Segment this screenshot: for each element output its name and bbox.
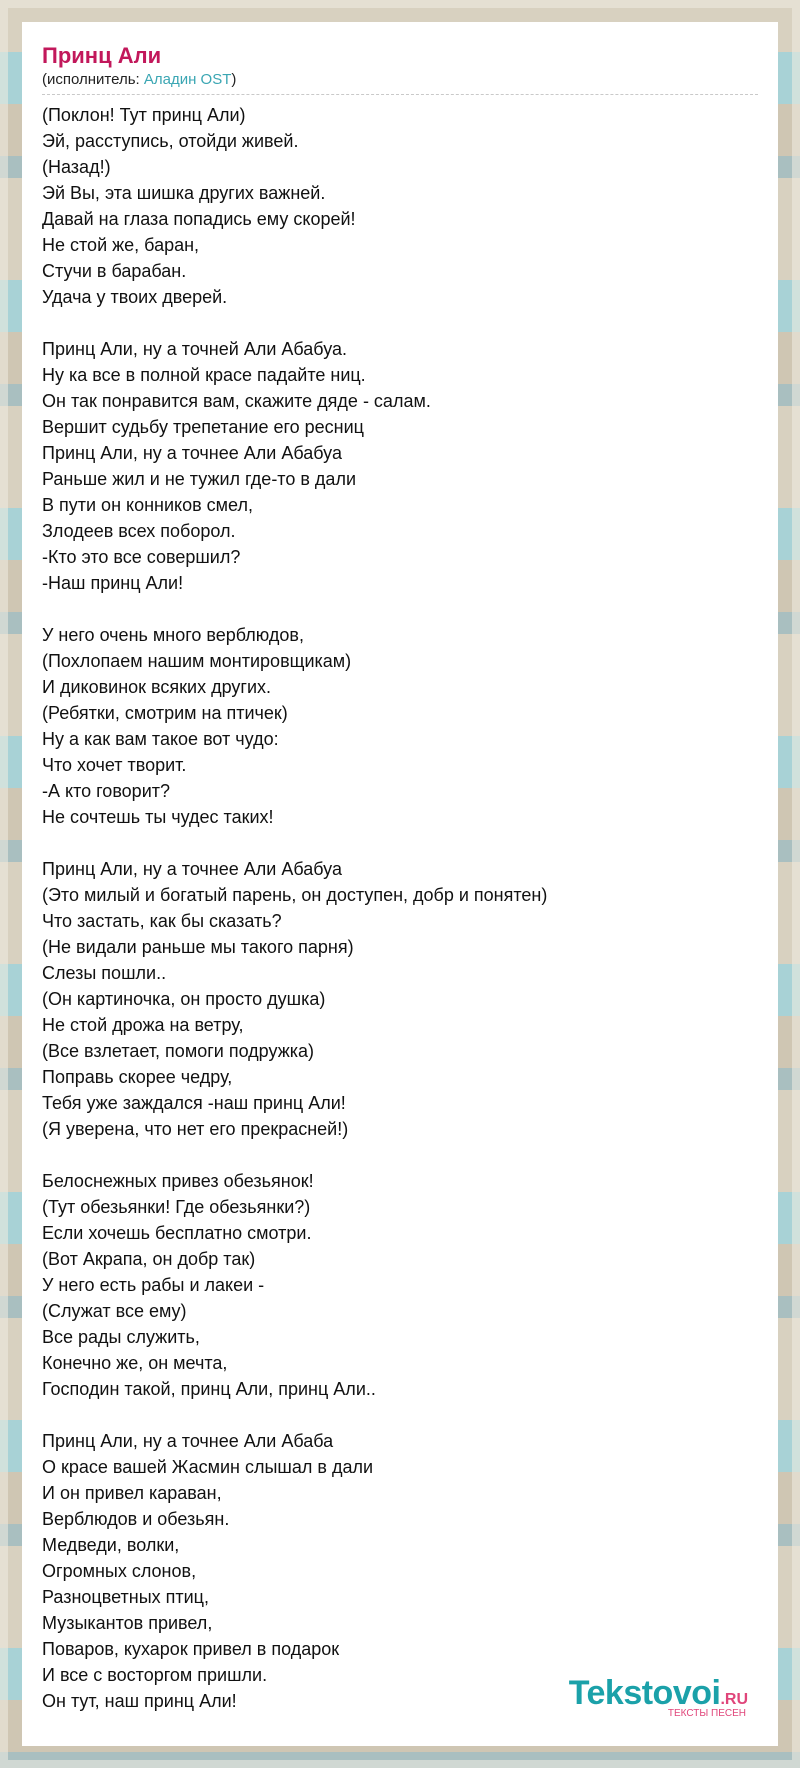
lyric-line: (Я уверена, что нет его прекрасней!) xyxy=(42,1119,349,1139)
lyric-line: (Служат все ему) xyxy=(42,1301,187,1321)
lyric-line: Не стой же, баран, xyxy=(42,235,200,255)
lyric-line: Музыкантов привел, xyxy=(42,1613,213,1633)
lyric-line: И диковинок всяких других. xyxy=(42,677,271,697)
site-logo[interactable] xyxy=(569,1676,748,1720)
lyric-line: Разноцветных птиц, xyxy=(42,1587,209,1607)
lyric-line: -Наш принц Али! xyxy=(42,573,184,593)
lyric-line: Что застать, как бы сказать? xyxy=(42,911,282,931)
lyric-line: (Назад!) xyxy=(42,157,111,177)
lyric-line: Конечно же, он мечта, xyxy=(42,1353,228,1373)
stanza-gap xyxy=(42,596,758,622)
lyric-line: В пути он конников смел, xyxy=(42,495,253,515)
song-title: Принц Али xyxy=(42,43,162,68)
lyric-line: Принц Али, ну а точнее Али Абабуа xyxy=(42,443,342,463)
lyric-line: (Ребятки, смотрим на птичек) xyxy=(42,703,288,723)
lyric-line: У него очень много верблюдов, xyxy=(42,625,304,645)
lyric-line: (Это милый и богатый парень, он доступен, добр и понятен) xyxy=(42,885,548,905)
lyric-line: (Он картиночка, он просто душка) xyxy=(42,989,326,1009)
lyric-line: Он тут, наш принц Али! xyxy=(42,1691,237,1711)
lyric-line: (Не видали раньше мы такого парня) xyxy=(42,937,354,957)
lyric-line: Не стой дрожа на ветру, xyxy=(42,1015,244,1035)
lyric-line: Ну а как вам такое вот чудо: xyxy=(42,729,279,749)
lyric-line: -А кто говорит? xyxy=(42,781,171,801)
lyric-line: Белоснежных привез обезьянок! xyxy=(42,1171,314,1191)
lyric-line: Верблюдов и обезьян. xyxy=(42,1509,230,1529)
lyric-line: У него есть рабы и лакеи - xyxy=(42,1275,265,1295)
lyric-line: Эй, расступись, отойди живей. xyxy=(42,131,299,151)
stanza-gap xyxy=(42,310,758,336)
lyric-line: Что хочет творит. xyxy=(42,755,187,775)
lyric-line: Удача у твоих дверей. xyxy=(42,287,228,307)
lyric-line: Тебя уже заждался -наш принц Али! xyxy=(42,1093,346,1113)
logo-wordmark: Tekstovoi xyxy=(568,1674,721,1712)
lyric-line: Злодеев всех поборол. xyxy=(42,521,236,541)
lyric-line: (Поклон! Тут принц Али) xyxy=(42,105,246,125)
lyric-line: Вершит судьбу трепетание его ресниц xyxy=(42,417,364,437)
artist-line xyxy=(42,70,758,95)
lyric-line: Давай на глаза попадись ему скорей! xyxy=(42,209,356,229)
logo-tld: .RU xyxy=(720,1691,748,1708)
lyric-line: (Вот Акрапа, он добр так) xyxy=(42,1249,256,1269)
lyric-line: Принц Али, ну а точнее Али Абабуа xyxy=(42,859,342,879)
lyric-line: (Тут обезьянки! Где обезьянки?) xyxy=(42,1197,311,1217)
lyric-line: Господин такой, принц Али, принц Али.. xyxy=(42,1379,376,1399)
lyric-line: Раньше жил и не тужил где-то в дали xyxy=(42,469,356,489)
lyric-line: Не сочтешь ты чудес таких! xyxy=(42,807,274,827)
lyric-line: Поваров, кухарок привел в подарок xyxy=(42,1639,340,1659)
lyric-line: Ну ка все в полной красе падайте ниц. xyxy=(42,365,366,385)
lyric-line: Принц Али, ну а точней Али Абабуа. xyxy=(42,339,348,359)
lyric-line: (Все взлетает, помоги подружка) xyxy=(42,1041,315,1061)
lyrics-card xyxy=(22,22,778,1746)
lyric-line: Слезы пошли.. xyxy=(42,963,167,983)
stanza-gap xyxy=(42,1402,758,1428)
lyrics-body xyxy=(42,102,758,1714)
lyric-line: Огромных слонов, xyxy=(42,1561,197,1581)
stanza-gap xyxy=(42,830,758,856)
lyric-line: Стучи в барабан. xyxy=(42,261,187,281)
lyric-line: Если хочешь бесплатно смотри. xyxy=(42,1223,312,1243)
artist-link[interactable]: Аладин OST xyxy=(143,71,232,88)
lyric-line: Он так понравится вам, скажите дяде - салам. xyxy=(42,391,431,411)
lyric-line: О красе вашей Жасмин слышал в дали xyxy=(42,1457,374,1477)
lyric-line: Эй Вы, эта шишка других важней. xyxy=(42,183,326,203)
logo-subtitle: ТЕКСТЫ ПЕСЕН xyxy=(667,1708,746,1719)
lyric-line: Поправь скорее чедру, xyxy=(42,1067,233,1087)
lyric-line: И он привел караван, xyxy=(42,1483,222,1503)
lyric-line: Принц Али, ну а точнее Али Абаба xyxy=(42,1431,334,1451)
lyric-line: И все с восторгом пришли. xyxy=(42,1665,268,1685)
lyric-line: Все рады служить, xyxy=(42,1327,200,1347)
artist-suffix: ) xyxy=(231,71,237,88)
lyric-line: -Кто это все совершил? xyxy=(42,547,241,567)
lyric-line: (Похлопаем нашим монтировщикам) xyxy=(42,651,352,671)
stanza-gap xyxy=(42,1142,758,1168)
artist-prefix: (исполнитель: xyxy=(42,71,144,88)
lyric-line: Медведи, волки, xyxy=(42,1535,180,1555)
